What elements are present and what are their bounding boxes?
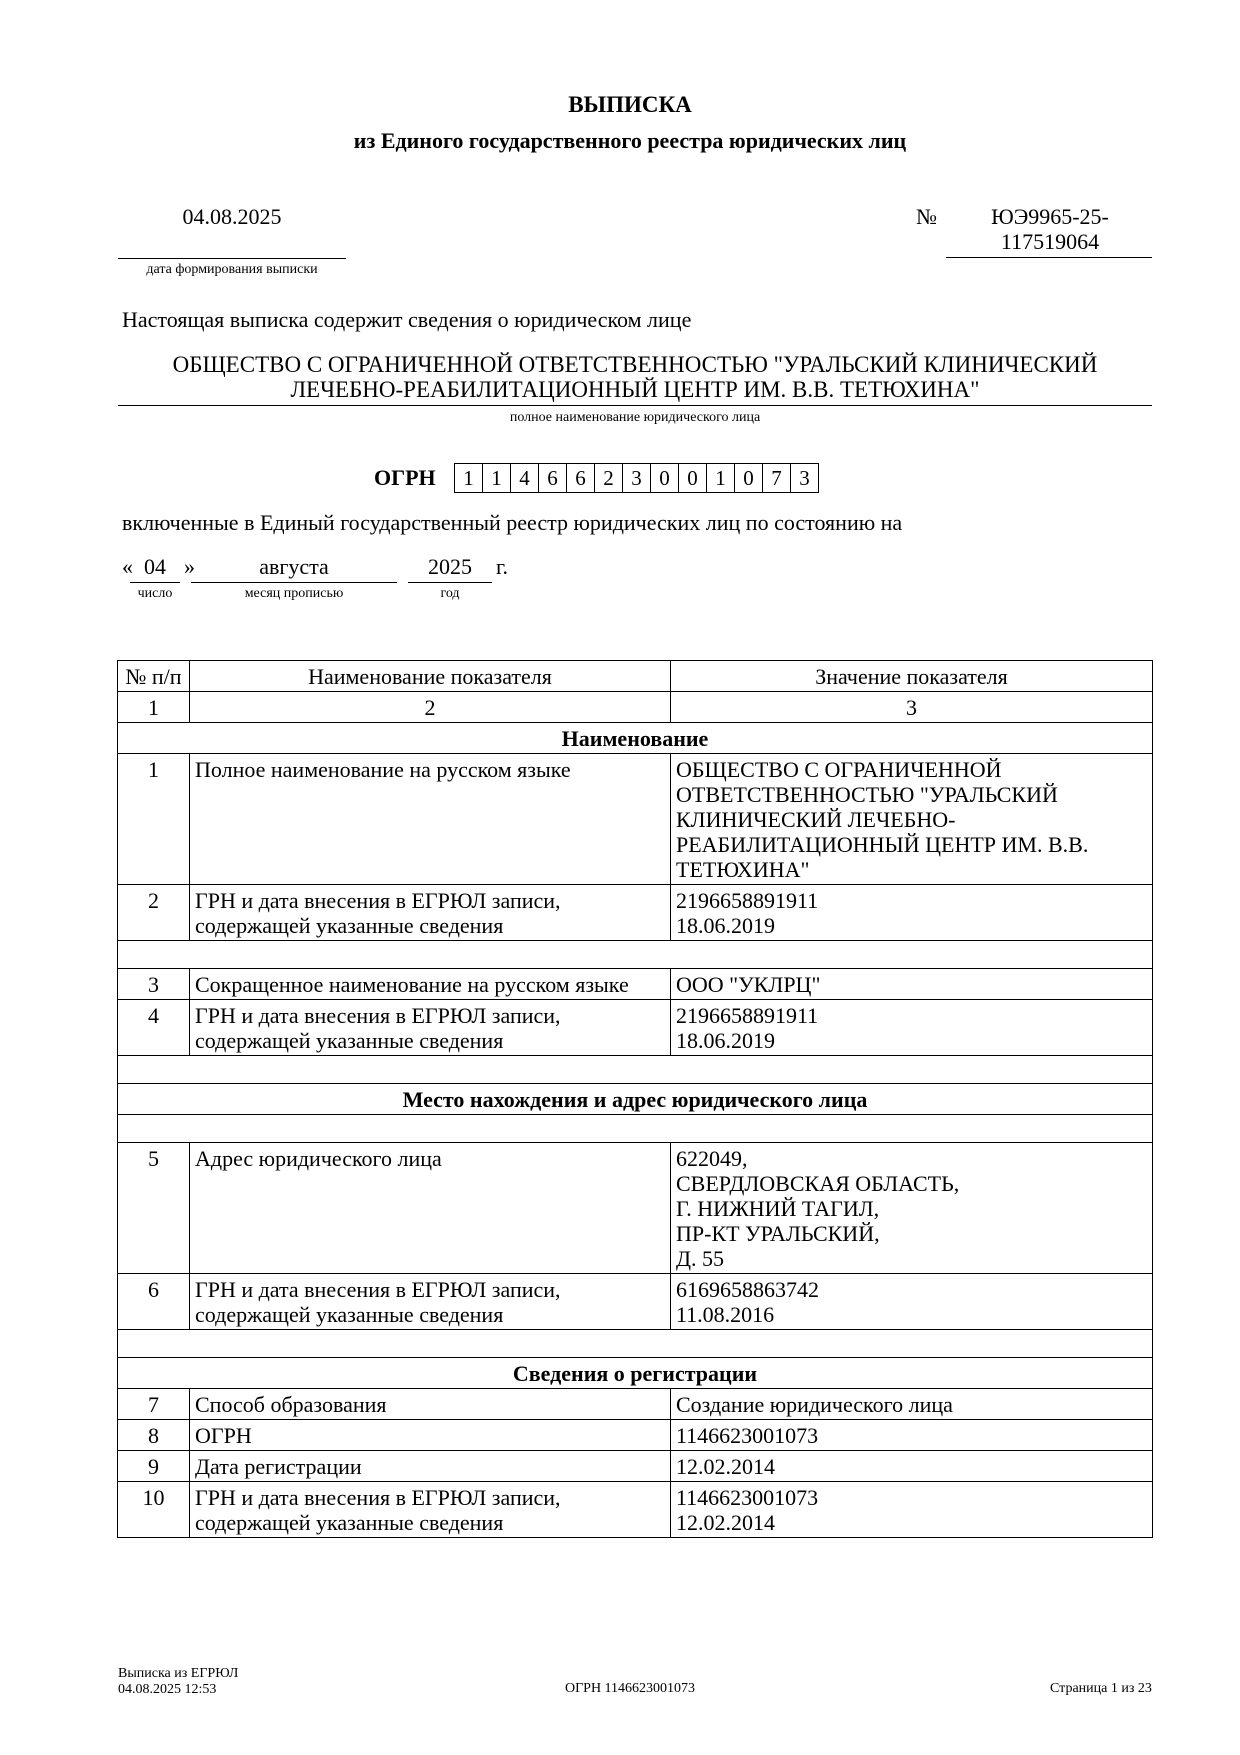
row-label: Полное наименование на русском языке: [190, 754, 671, 885]
column-number: 3: [671, 692, 1153, 723]
date-open-quote: «: [122, 554, 133, 579]
row-value: 2196658891911 18.06.2019: [671, 1000, 1153, 1056]
table-row: [118, 1482, 1153, 1538]
state-date-day: 04: [144, 554, 166, 579]
ogrn-digit: 0: [679, 463, 707, 493]
blank-row: [118, 941, 1153, 969]
table-row: [118, 969, 1153, 1000]
section-title-name: Наименование: [118, 723, 1153, 754]
header-cell-number: № п/п: [118, 661, 190, 692]
row-label: ГРН и дата внесения в ЕГРЮЛ записи, содержащей указанные сведения: [190, 885, 671, 941]
section-row: [118, 1084, 1153, 1115]
document-subtitle: из Единого государственного реестра юридических лиц: [353, 128, 907, 153]
row-label: ГРН и дата внесения в ЕГРЮЛ записи, содержащей указанные сведения: [190, 1274, 671, 1330]
organization-name-caption: полное наименование юридического лица: [509, 410, 761, 425]
ogrn-digit: 3: [791, 463, 819, 493]
state-date-year: 2025: [428, 554, 472, 579]
row-value: ООО "УКЛРЦ": [671, 969, 1153, 1000]
row-number: 8: [118, 1420, 190, 1451]
table-row: [118, 1143, 1153, 1274]
date-close-quote: »: [184, 554, 195, 579]
ogrn-digit: 1: [707, 463, 735, 493]
section-row: [118, 723, 1153, 754]
table-row: [118, 1451, 1153, 1482]
row-label: ГРН и дата внесения в ЕГРЮЛ записи, содержащей указанные сведения: [190, 1482, 671, 1538]
row-label: Способ образования: [190, 1389, 671, 1420]
column-number-row: [118, 692, 1153, 723]
state-date-year-suffix: г.: [496, 554, 509, 579]
ogrn-digit: 1: [455, 463, 483, 493]
ogrn-digit: 3: [623, 463, 651, 493]
ogrn-digit: 2: [595, 463, 623, 493]
row-number: 2: [118, 885, 190, 941]
year-caption: год: [440, 586, 460, 601]
extract-date-underline: [118, 258, 346, 259]
ogrn-digit: 7: [763, 463, 791, 493]
blank-cell: [118, 1330, 1153, 1358]
blank-row: [118, 1056, 1153, 1084]
row-label: Сокращенное наименование на русском языке: [190, 969, 671, 1000]
extract-number-underline: [946, 257, 1152, 258]
table-row: [118, 1420, 1153, 1451]
header-cell-value: Значение показателя: [671, 661, 1153, 692]
row-value: ОБЩЕСТВО С ОГРАНИЧЕННОЙ ОТВЕТСТВЕННОСТЬЮ "УРАЛЬСКИЙ КЛИНИЧЕСКИЙ ЛЕЧЕБНО- РЕАБИЛИТАЦИОННЫЙ ЦЕНТР ИМ. В.В. ТЕТЮХИНА": [671, 754, 1153, 885]
day-underline: [130, 582, 180, 583]
ogrn-digit: 0: [651, 463, 679, 493]
row-number: 3: [118, 969, 190, 1000]
extract-date: 04.08.2025: [182, 204, 282, 229]
table-row: [118, 1000, 1153, 1056]
row-label: ОГРН: [190, 1420, 671, 1451]
state-date-month: августа: [259, 554, 329, 579]
footer-datetime: 04.08.2025 12:53: [118, 1682, 217, 1697]
table-row: [118, 754, 1153, 885]
row-value: 6169658863742 11.08.2016: [671, 1274, 1153, 1330]
blank-row: [118, 1115, 1153, 1143]
organization-full-name: ОБЩЕСТВО С ОГРАНИЧЕННОЙ ОТВЕТСТВЕННОСТЬЮ "УРАЛЬСКИЙ КЛИНИЧЕСКИЙ ЛЕЧЕБНО-РЕАБИЛИТАЦИОННЫЙ ЦЕНТР ИМ. В.В. ТЕТЮХИНА": [172, 352, 1098, 402]
row-label: Адрес юридического лица: [190, 1143, 671, 1274]
row-value: 622049, СВЕРДЛОВСКАЯ ОБЛАСТЬ, Г. НИЖНИЙ ТАГИЛ, ПР-КТ УРАЛЬСКИЙ, Д. 55: [671, 1143, 1153, 1274]
number-sign: №: [916, 204, 937, 229]
day-caption: число: [137, 586, 173, 601]
extract-date-caption: дата формирования выписки: [146, 262, 318, 277]
row-number: 1: [118, 754, 190, 885]
blank-cell: [118, 941, 1153, 969]
ogrn-digit: 6: [567, 463, 595, 493]
table-row: [118, 885, 1153, 941]
blank-row: [118, 1330, 1153, 1358]
included-text: включенные в Единый государственный реестр юридических лиц по состоянию на: [122, 510, 903, 535]
row-value: 12.02.2014: [671, 1451, 1153, 1482]
table-row: [118, 1389, 1153, 1420]
column-number: 1: [118, 692, 190, 723]
month-underline: [191, 582, 397, 583]
row-number: 5: [118, 1143, 190, 1274]
row-number: 6: [118, 1274, 190, 1330]
row-label: ГРН и дата внесения в ЕГРЮЛ записи, содержащей указанные сведения: [190, 1000, 671, 1056]
table-header-row: [118, 661, 1153, 692]
header-cell-indicator: Наименование показателя: [190, 661, 671, 692]
footer-doc-name: Выписка из ЕГРЮЛ: [118, 1666, 239, 1681]
year-underline: [408, 582, 492, 583]
footer-ogrn: ОГРН 1146623001073: [564, 1681, 696, 1696]
intro-text: Настоящая выписка содержит сведения о юридическом лице: [122, 307, 692, 332]
table-row: [118, 1274, 1153, 1330]
row-number: 9: [118, 1451, 190, 1482]
extract-number: ЮЭ9965-25-117519064: [991, 204, 1109, 254]
row-label: Дата регистрации: [190, 1451, 671, 1482]
blank-cell: [118, 1056, 1153, 1084]
row-value: 2196658891911 18.06.2019: [671, 885, 1153, 941]
row-value: 1146623001073: [671, 1420, 1153, 1451]
footer-page-number: Страница 1 из 23: [1050, 1681, 1152, 1696]
ogrn-label: ОГРН: [374, 465, 436, 490]
ogrn-digit: 0: [735, 463, 763, 493]
document-title: ВЫПИСКА: [568, 92, 692, 117]
section-title-registration: Сведения о регистрации: [118, 1358, 1153, 1389]
row-number: 10: [118, 1482, 190, 1538]
section-title-address: Место нахождения и адрес юридического лица: [118, 1084, 1153, 1115]
row-number: 4: [118, 1000, 190, 1056]
ogrn-digit: 4: [511, 463, 539, 493]
month-caption: месяц прописью: [244, 586, 344, 601]
column-number: 2: [190, 692, 671, 723]
ogrn-digit: 1: [483, 463, 511, 493]
egrul-data-table: [117, 660, 1153, 1538]
blank-cell: [118, 1115, 1153, 1143]
organization-name-underline: [118, 405, 1152, 406]
ogrn-digit: 6: [539, 463, 567, 493]
row-value: Создание юридического лица: [671, 1389, 1153, 1420]
section-row: [118, 1358, 1153, 1389]
row-number: 7: [118, 1389, 190, 1420]
row-value: 1146623001073 12.02.2014: [671, 1482, 1153, 1538]
ogrn-digit-boxes: [454, 463, 819, 493]
